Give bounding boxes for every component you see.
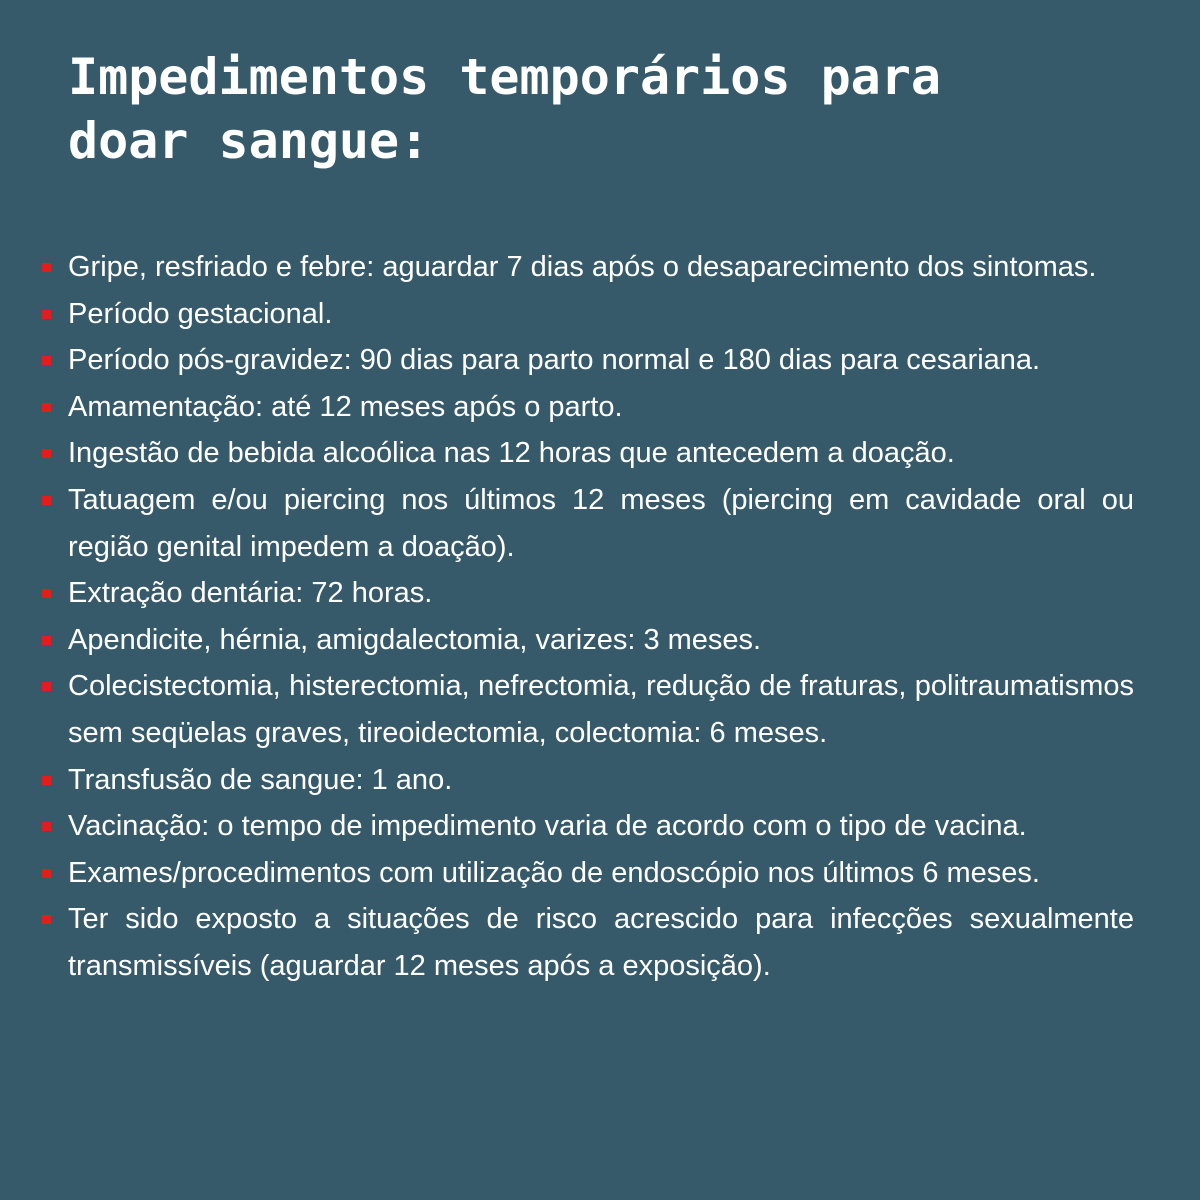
list-item: [40, 570, 1148, 617]
list-item: [40, 896, 1148, 989]
title-line-1: Impedimentos temporários para: [68, 48, 941, 106]
list-item: [40, 477, 1148, 570]
title-line-2: doar sangue:: [68, 112, 430, 170]
list-item: [40, 244, 1148, 291]
list-item-text: Exames/procedimentos com utilização de endoscópio nos últimos 6 meses.: [68, 856, 1040, 889]
list-item: [40, 663, 1148, 756]
impediments-list: [40, 244, 1148, 990]
list-item-text: Período pós-gravidez: 90 dias para parto normal e 180 dias para cesariana.: [68, 344, 1041, 377]
list-item: [40, 803, 1148, 850]
bullet-icon: [42, 356, 51, 365]
bullet-icon: [42, 589, 51, 598]
bullet-icon: [42, 636, 51, 645]
bullet-icon: [42, 403, 51, 412]
bullet-icon: [42, 449, 51, 458]
bullet-icon: [42, 310, 51, 319]
list-item-text: Apendicite, hérnia, amigdalectomia, varizes: 3 meses.: [68, 623, 762, 656]
list-item-text: Tatuagem e/ou piercing nos últimos 12 meses (piercing em cavidade oral ou região genital impedem a doação).: [68, 483, 1134, 563]
list-item-text: Colecistectomia, histerectomia, nefrectomia, redução de fraturas, politraumatismos sem seqüelas graves, tireoidectomia, colectomia: 6 meses.: [68, 670, 1134, 749]
list-item: [40, 291, 1148, 338]
list-item-text: Ingestão de bebida alcoólica nas 12 horas que antecedem a doação.: [68, 437, 955, 470]
list-item-text: Período gestacional.: [68, 297, 333, 330]
list-item-text: Vacinação: o tempo de impedimento varia de acordo com o tipo de vacina.: [68, 810, 1027, 843]
bullet-icon: [42, 776, 51, 785]
bullet-icon: [42, 682, 51, 691]
bullet-icon: [42, 869, 51, 878]
list-item: [40, 850, 1148, 897]
list-item: [40, 384, 1148, 431]
page-title: [68, 45, 1148, 173]
list-item-text: Gripe, resfriado e febre: aguardar 7 dias após o desaparecimento dos sintomas.: [68, 251, 1097, 283]
list-item-text: Ter sido exposto a situações de risco acrescido para infecções sexualmente transmissíveis (aguardar 12 meses após a exposição).: [68, 903, 1134, 982]
list-item-text: Transfusão de sangue: 1 ano.: [68, 763, 453, 796]
bullet-icon: [42, 496, 51, 505]
list-item: [40, 617, 1148, 664]
list-item-text: Amamentação: até 12 meses após o parto.: [68, 390, 623, 423]
list-item: [40, 337, 1148, 384]
list-item: [40, 430, 1148, 477]
bullet-icon: [42, 822, 51, 831]
bullet-icon: [42, 915, 51, 924]
bullet-icon: [42, 263, 51, 272]
list-item: [40, 757, 1148, 804]
list-item-text: Extração dentária: 72 horas.: [68, 577, 433, 610]
